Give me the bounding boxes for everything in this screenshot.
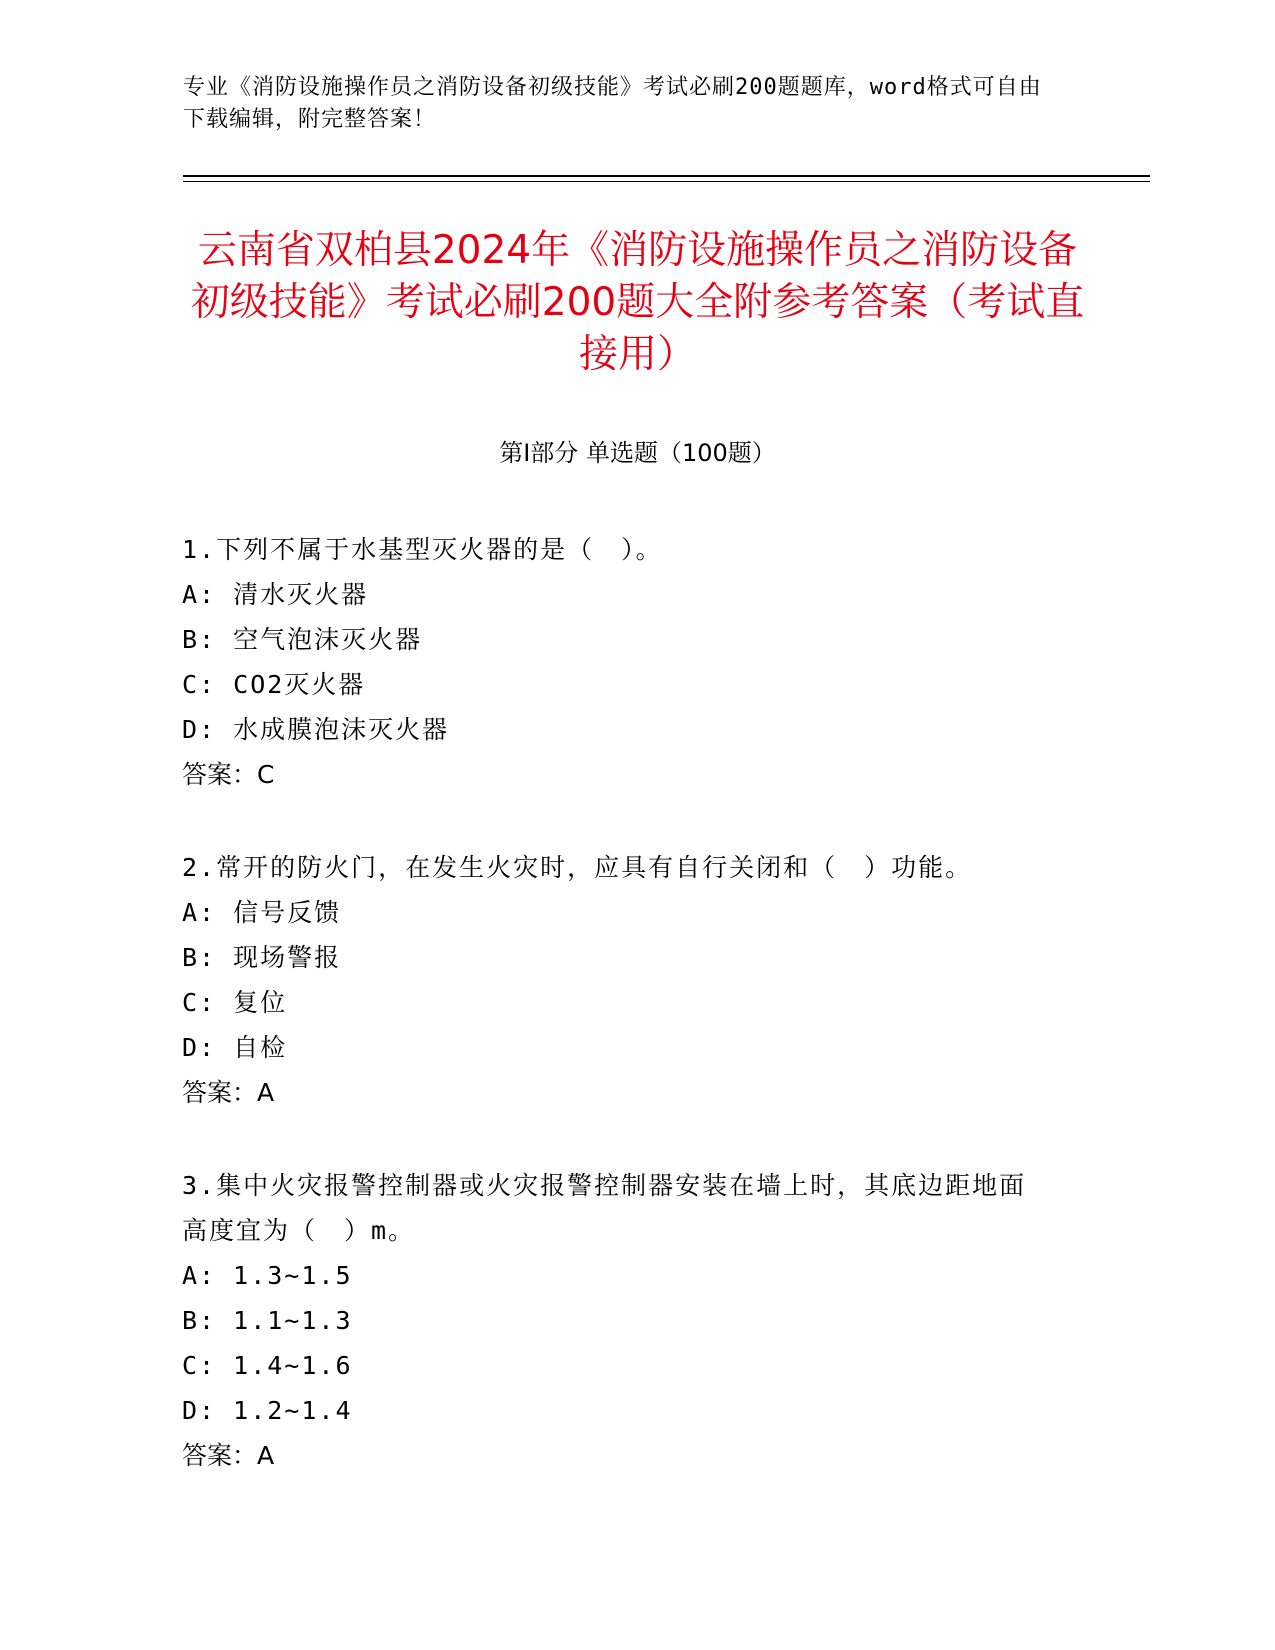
option-d: D: 水成膜泡沫灭火器	[182, 715, 450, 744]
header-rule-thick	[183, 175, 1150, 177]
question-stem: 2.常开的防火门，在发生火灾时，应具有自行关闭和（ ）功能。	[182, 853, 973, 882]
option-b: B: 空气泡沫灭火器	[182, 625, 423, 654]
option-d: D: 1.2~1.4	[182, 1396, 353, 1425]
answer-line: 答案：C	[182, 760, 275, 789]
option-c: C: 1.4~1.6	[182, 1351, 353, 1380]
header-note: 专业《消防设施操作员之消防设备初级技能》考试必刷200题题库，word格式可自由下载编辑，附完整答案！	[183, 75, 1042, 132]
option-d: D: 自检	[182, 1033, 288, 1062]
question-list	[182, 527, 1102, 1526]
document-title: 云南省双柏县2024年《消防设施操作员之消防设备初级技能》考试必刷200题大全附参考答案（考试直接用）	[190, 228, 1085, 377]
section-heading: 第I部分 单选题（100题）	[499, 439, 776, 467]
answer-line: 答案：A	[182, 1441, 275, 1470]
answer-line: 答案：A	[182, 1078, 275, 1107]
option-c: C: 复位	[182, 988, 288, 1017]
question-stem: 3.集中火灾报警控制器或火灾报警控制器安装在墙上时，其底边距地面高度宜为（ ）m。	[182, 1171, 1027, 1245]
question-item	[182, 845, 1102, 1115]
option-b: B: 1.1~1.3	[182, 1306, 353, 1335]
header-rule-thin	[183, 181, 1150, 182]
option-a: A: 清水灭火器	[182, 580, 369, 609]
question-item	[182, 527, 1102, 797]
option-a: A: 信号反馈	[182, 898, 342, 927]
question-stem: 1.下列不属于水基型灭火器的是（ ）。	[182, 535, 663, 564]
question-item	[182, 1163, 1102, 1478]
option-a: A: 1.3~1.5	[182, 1261, 353, 1290]
option-b: B: 现场警报	[182, 943, 342, 972]
option-c: C: CO2灭火器	[182, 670, 366, 699]
